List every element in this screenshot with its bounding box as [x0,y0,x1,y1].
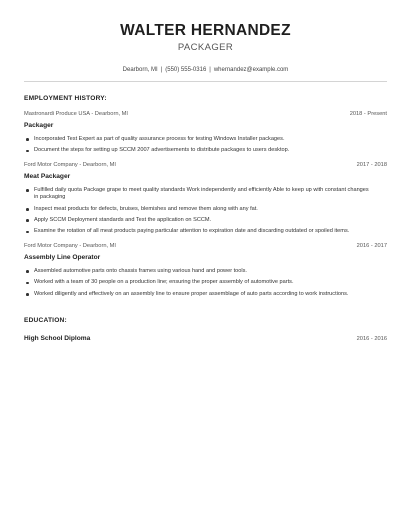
job-bullet [34,206,387,213]
contact-separator: | [209,67,211,73]
job-dates: 2017 - 2018 [356,161,387,168]
job-bullet [34,268,387,275]
job-header [24,110,387,118]
contact-email: whernandez@example.com [213,67,289,73]
job-entry [24,161,387,236]
bullet-dot [26,208,29,211]
job-bullet [34,217,387,224]
job-company: Ford Motor Company - Dearborn, MI [24,242,116,249]
job-entry [24,110,387,155]
employment-heading: EMPLOYMENT HISTORY: [24,95,107,102]
bullet-dot [26,270,29,273]
bullet-dot [26,282,29,285]
job-entry [24,242,387,298]
job-company: Mastronardi Produce USA - Dearborn, MI [24,111,128,117]
bullet-dot [26,219,29,222]
education-heading: EDUCATION: [24,317,67,325]
job-dates: 2018 - Present [349,111,387,117]
education-section [24,316,387,343]
job-role: Packager [24,122,54,129]
contact-location: Dearborn, MI [122,67,158,73]
candidate-title: PACKAGER [177,42,234,53]
job-role: Meat Packager [24,172,71,180]
bullet-dot [26,150,29,153]
bullet-text: Worked with a team of 30 people on a production line; ensuring the proper assembly of automotive parts. [34,279,294,286]
header-divider [24,81,387,82]
employment-section [24,94,387,298]
bullet-text: Fulfilled daily quota Package grape to meet quality standards Work independently and efficiently Able to keep up with constant changes in packaging [34,186,369,201]
job-bullet [34,279,387,286]
bullet-dot [26,189,29,192]
job-bullet [34,136,387,143]
bullet-text: Inspect meat products for defects, bruises, blemishes and remove them along with any fat. [34,205,258,212]
candidate-name: WALTER HERNANDEZ [120,22,291,39]
contact-separator: | [160,67,163,73]
job-bullets [24,268,387,298]
job-bullets [24,187,387,236]
bullet-text: Apply SCCM Deployment standards and Test the application on SCCM. [34,217,212,224]
bullet-text: Incorporated Test Expert as part of quality assurance process for testing Windows Installer packages. [34,136,285,142]
job-bullets [24,136,387,155]
bullet-text: Document the steps for setting up SCCM 2007 advertisements to distribute packages to users desktop. [34,147,290,154]
resume-header [24,0,387,82]
job-header [24,161,387,169]
bullet-text: Worked diligently and effectively on an assembly line to ensure proper assemblage of auto parts according to work instructions. [34,290,349,297]
job-company: Ford Motor Company - Dearborn, MI [24,161,116,168]
job-role: Assembly Line Operator [24,253,101,261]
contact-phone: (550) 555-0316 [165,67,207,73]
job-bullet [34,228,387,235]
bullet-dot [26,231,29,234]
job-bullet [34,147,387,154]
bullet-dot [26,293,29,296]
job-bullet [34,187,387,202]
education-degree: High School Diploma [24,335,91,343]
job-bullet [34,291,387,298]
job-dates: 2016 - 2017 [356,242,387,249]
contact-line [24,66,387,74]
education-entry [24,334,387,343]
education-dates: 2016 - 2016 [356,336,387,343]
bullet-dot [26,138,29,141]
bullet-text: Examine the rotation of all meat products paying particular attention to expiration date and discarding outdated or spoiled items. [34,228,350,235]
bullet-text: Assembled automotive parts onto chassis frames using various hand and power tools. [34,267,247,274]
job-header [24,242,387,250]
